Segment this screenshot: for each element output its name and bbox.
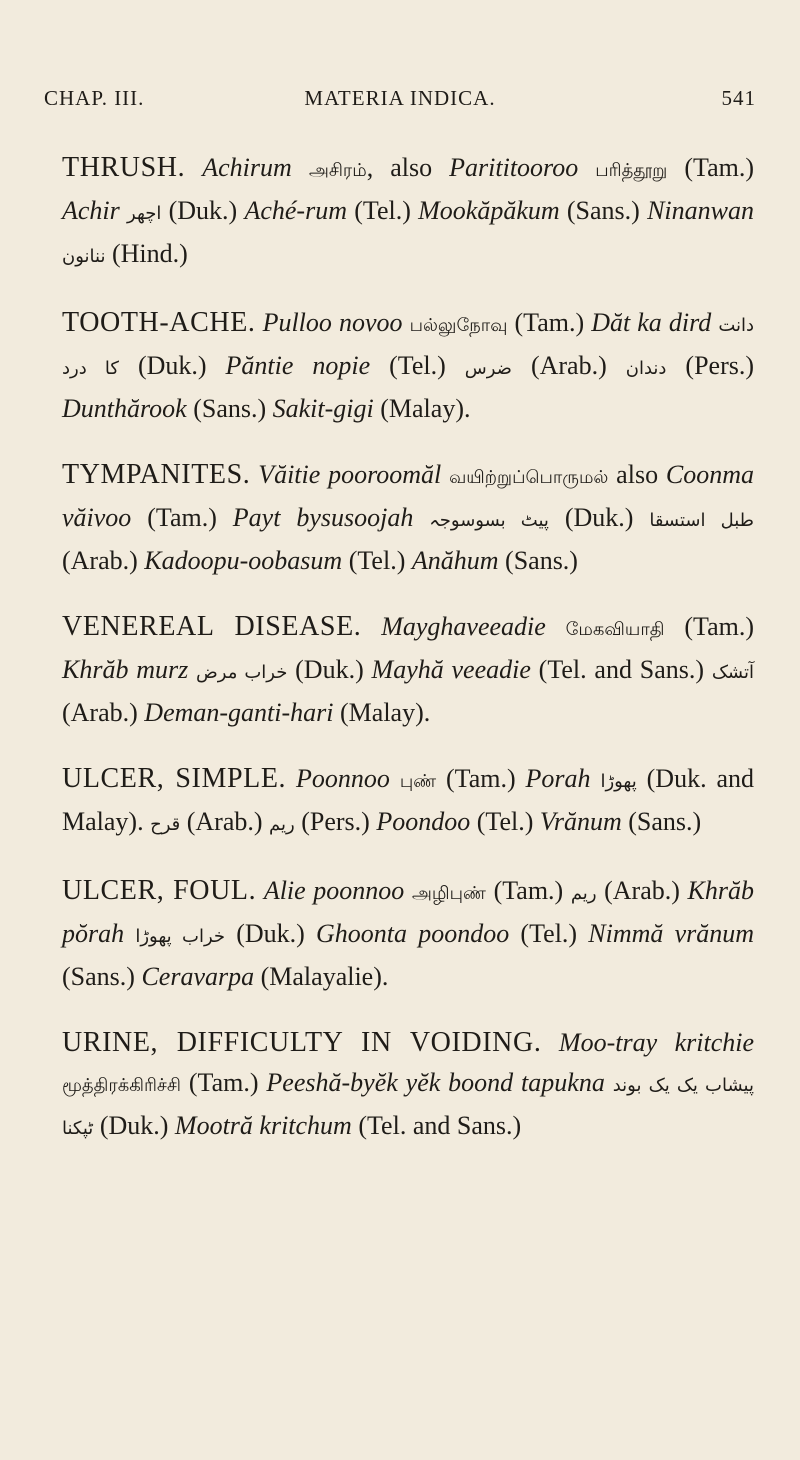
glossary-entry [62, 871, 754, 997]
native-script-term: அழிபுண் [411, 883, 486, 904]
transliterated-term: Parititooroo [449, 153, 579, 182]
entry-text: (Tam.) [181, 1068, 267, 1097]
entry-text [413, 503, 429, 532]
entry-text: (Sans.) [559, 196, 648, 225]
native-script-term: ننانون [62, 246, 106, 267]
transliterated-term: Poondoo [376, 807, 471, 836]
transliterated-term: Aché-rum [244, 196, 347, 225]
native-script-term: பல்லுநோவு [409, 315, 508, 336]
running-header [44, 86, 756, 116]
entry-text: , also [366, 153, 450, 182]
entry-text [578, 153, 595, 182]
entry-heading: TYMPANITES. [62, 459, 251, 490]
entry-text: (Sans.) [186, 394, 273, 423]
native-script-term: ریم [269, 814, 295, 835]
transliterated-term: Dunthărook [62, 394, 187, 423]
entry-text: (Duk. and Malay). [62, 764, 754, 836]
transliterated-term: Achir [62, 196, 120, 225]
transliterated-term: Poonnoo [296, 764, 390, 793]
entry-text: (Tam.) [485, 876, 571, 905]
entry-text [403, 308, 410, 337]
native-script-term: ضرس [464, 358, 512, 379]
transliterated-term: Vrănum [539, 807, 622, 836]
entry-text [120, 196, 127, 225]
transliterated-term: Porah [525, 764, 591, 793]
transliterated-term: Coonma văivoo [62, 460, 755, 532]
transliterated-term: Peeshă-byĕk yĕk boond tapukna [266, 1068, 605, 1097]
entry-text: (Duk.) [548, 503, 650, 532]
native-script-term: புண் [399, 771, 437, 792]
transliterated-term: Sakit-gigi [272, 394, 374, 423]
entry-text: also [608, 460, 666, 489]
entry-text [188, 655, 196, 684]
entry-text: (Pers.) [294, 807, 377, 836]
native-script-term: خراب مرض [196, 662, 288, 683]
entry-text [286, 764, 296, 793]
transliterated-term: Anăhum [411, 546, 499, 575]
transliterated-term: Achirum [202, 153, 292, 182]
transliterated-term: Dăt ka dird [591, 308, 712, 337]
entry-text [605, 1068, 613, 1097]
entry-heading: URINE, DIFFICULTY IN VOIDING. [62, 1027, 542, 1058]
entry-text: (Arab.) [62, 546, 145, 575]
entry-text: (Pers.) [666, 351, 755, 380]
native-script-term: پیٹ بسوسوجہ [429, 510, 549, 531]
transliterated-term: Mootră kritchum [174, 1111, 352, 1140]
entry-text: (Malay). [373, 394, 471, 423]
entry-text [292, 153, 309, 182]
transliterated-term: Ceravarpa [141, 962, 255, 991]
native-script-term: خراب پھوڑا [135, 926, 226, 947]
transliterated-term: Deman-ganti-hari [144, 698, 334, 727]
entry-text: (Tam.) [436, 764, 526, 793]
native-script-term: پیشاب یک یک بوند ٹپکنا [62, 1075, 754, 1139]
entry-heading: TOOTH-ACHE. [62, 307, 256, 338]
native-script-term: قرح [150, 814, 181, 835]
entry-heading: ULCER, SIMPLE. [62, 763, 287, 794]
entry-text: (Duk.) [225, 919, 317, 948]
entry-text [441, 460, 449, 489]
native-script-term: طبل استسقا [649, 510, 755, 531]
transliterated-term: Payt bysusoojah [232, 503, 414, 532]
entry-text [546, 612, 566, 641]
entry-text [361, 612, 381, 641]
entry-text: (Duk.) [93, 1111, 175, 1140]
transliterated-term: Khrăb murz [62, 655, 189, 684]
entry-text [185, 153, 202, 182]
entry-text: (Arab.) [62, 698, 145, 727]
entry-text [390, 764, 400, 793]
transliterated-term: Văitie pooroomăl [258, 460, 442, 489]
entry-text: (Arab.) [596, 876, 688, 905]
entry-text: (Tel.) [509, 919, 589, 948]
entry-text: (Tel.) [370, 351, 465, 380]
native-script-term: دانت کا درد [62, 315, 755, 379]
transliterated-term: Ghoonta poondoo [316, 919, 510, 948]
glossary-entry [62, 303, 754, 429]
entry-text: (Duk.) [161, 196, 245, 225]
native-script-term: آتشک [711, 662, 754, 683]
entry-heading: THRUSH. [62, 152, 186, 183]
entry-heading: VENEREAL DISEASE. [62, 611, 362, 642]
native-script-term: பரித்தூறு [595, 160, 668, 181]
native-script-term: மேகவியாதி [565, 619, 665, 640]
entry-text: (Tel.) [342, 546, 412, 575]
entry-text: (Arab.) [511, 351, 626, 380]
entry-text: (Hind.) [105, 239, 188, 268]
page-number: 541 [721, 86, 756, 110]
entry-heading: ULCER, FOUL. [62, 875, 257, 906]
entry-text: (Sans.) [498, 546, 578, 575]
transliterated-term: Mookăpăkum [418, 196, 560, 225]
entry-text [591, 764, 601, 793]
transliterated-term: Khrăb pŏrah [62, 876, 754, 948]
transliterated-term: Kadoopu-oobasum [144, 546, 343, 575]
transliterated-term: Nimmă vrănum [588, 919, 755, 948]
native-script-term: ريم [570, 883, 597, 904]
glossary-entries [62, 148, 754, 1175]
entry-text: (Tel.) [470, 807, 540, 836]
entry-text: (Tel.) [346, 196, 419, 225]
glossary-entry [62, 759, 754, 845]
native-script-term: اچھر [127, 203, 162, 224]
glossary-entry [62, 607, 754, 733]
entry-text: (Duk.) [287, 655, 372, 684]
transliterated-term: Păntie nopie [225, 351, 371, 380]
entry-text: (Malay). [333, 698, 431, 727]
native-script-term: دندان [625, 358, 667, 379]
glossary-entry [62, 455, 754, 581]
entry-text: (Arab.) [180, 807, 270, 836]
entry-text: (Tam.) [664, 612, 754, 641]
entry-text [541, 1028, 558, 1057]
entry-text: (Sans.) [621, 807, 702, 836]
entry-text [124, 919, 135, 948]
entry-text: (Malayalie). [254, 962, 389, 991]
entry-text: (Tam.) [667, 153, 755, 182]
entry-text: (Duk.) [118, 351, 226, 380]
chapter-label: CHAP. III. [44, 86, 145, 110]
transliterated-term: Pulloo novoo [262, 308, 403, 337]
native-script-term: வயிற்றுப்பொருமல் [449, 467, 609, 488]
transliterated-term: Moo-tray kritchie [558, 1028, 754, 1057]
native-script-term: மூத்திரக்கிரிச்சி [62, 1075, 181, 1096]
entry-text: (Tel. and Sans.) [351, 1111, 522, 1140]
entry-text [256, 308, 263, 337]
page-section-title: MATERIA INDICA. [304, 86, 496, 110]
transliterated-term: Mayhă veeadie [371, 655, 531, 684]
entry-text: (Tam.) [131, 503, 233, 532]
transliterated-term: Ninanwan [647, 196, 755, 225]
entry-text: (Sans.) [62, 962, 142, 991]
transliterated-term: Alie poonnoo [263, 876, 405, 905]
entry-text [404, 876, 412, 905]
entry-text: (Tel. and Sans.) [530, 655, 712, 684]
native-script-term: پھوڑا [600, 771, 637, 792]
glossary-entry [62, 1023, 754, 1149]
transliterated-term: Mayghaveeadie [381, 612, 546, 641]
entry-text: (Tam.) [507, 308, 592, 337]
native-script-term: அசிரம் [308, 160, 367, 181]
glossary-entry [62, 148, 754, 277]
entry-text [256, 876, 264, 905]
